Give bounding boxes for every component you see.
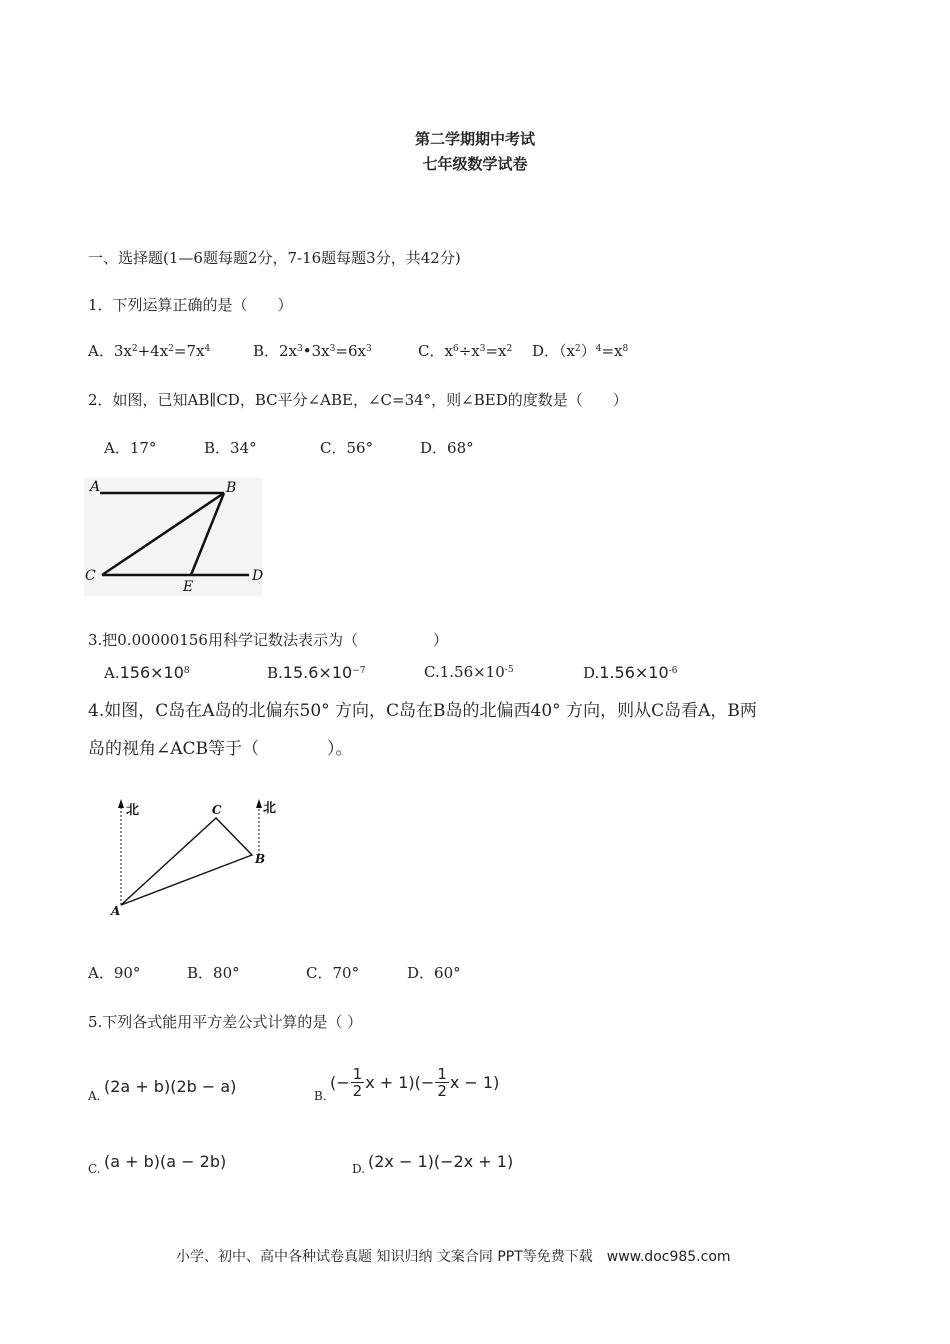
exam-title: 第二学期期中考试 — [414, 130, 535, 148]
q4-north-arrowhead-b — [256, 799, 262, 808]
q2-option-a: A．17° — [104, 439, 157, 457]
q3-option-a: $A.156\times 10^8$ — [104, 663, 190, 682]
q2-label-d: D — [252, 568, 264, 584]
q5-option-b: B. (− $\frac{1}{2}$ x + 1)(− $\frac{1}{2}$ x − 1) — [314, 1065, 500, 1103]
q5-option-d: D. (2x − 1)(−2x + 1) — [352, 1152, 514, 1176]
question-4-stem-line1: 4.如图，C岛在A岛的北偏东50° 方向，C岛在B岛的北偏西40° 方向，则从C岛看A，B两 — [88, 701, 757, 721]
q2-option-b: B．34° — [204, 439, 257, 457]
q4-label-c: C — [212, 803, 222, 817]
q4-option-c: C．70° — [306, 964, 360, 982]
section-heading: 一、选择题(1—6题每题2分，7-16题每题3分，共42分) — [88, 249, 461, 267]
q4-north-label-b: 北 — [263, 801, 277, 816]
q5-option-a: A. (2a + b)(2b − a) — [88, 1077, 237, 1103]
q5-option-c: C. (a + b)(a − 2b) — [88, 1152, 227, 1176]
q2-label-c: C — [85, 568, 96, 584]
q2-option-d: D．68° — [420, 439, 474, 457]
exam-subtitle: 七年级数学试卷 — [422, 155, 528, 173]
question-4-stem-line2: 岛的视角∠ACB等于（ ）。 — [88, 739, 353, 759]
q2-figure — [84, 474, 274, 600]
question-1-stem: 1．下列运算正确的是（ ） — [88, 296, 293, 314]
footer-download-link[interactable]: 小学、初中、高中各种试卷真题 知识归纳 文案合同 PPT等免费下载 www.doc985.com — [176, 1249, 731, 1265]
q4-triangle-acb — [121, 818, 252, 905]
q4-option-b: B．80° — [187, 964, 240, 982]
q3-option-b: $B.15.6\times 10^{-7}$ — [267, 663, 366, 682]
q1-option-a: A．$3x^2+4x^2=7x^4$ — [88, 342, 211, 360]
q1-option-c: C．$x^6\div x^3=x^2$ — [418, 342, 513, 360]
q3-option-c: $C.1.56\times 10^{-5}$ — [424, 663, 514, 681]
q4-north-label-a: 北 — [126, 803, 140, 818]
q2-label-e: E — [183, 579, 194, 595]
q4-figure — [108, 795, 278, 920]
q4-north-arrowhead-a — [118, 799, 124, 808]
q4-option-d: D．60° — [407, 964, 461, 982]
q4-option-a: A．90° — [88, 964, 141, 982]
q1-option-b: B．$2x^3•3x^3=6x^3$ — [253, 342, 372, 360]
q2-option-c: C．56° — [320, 439, 374, 457]
q4-label-b: B — [255, 852, 266, 866]
q4-label-a: A — [111, 904, 121, 918]
q1-option-d: D．$(x^2)^4=x^8$ — [532, 342, 629, 360]
q2-label-b: B — [226, 480, 237, 496]
question-5-stem: 5.下列各式能用平方差公式计算的是（ ） — [88, 1013, 363, 1031]
q2-label-a: A — [90, 479, 101, 495]
question-3-stem: 3.把0.00000156用科学记数法表示为（ ） — [88, 631, 448, 649]
question-2-stem: 2．如图，已知AB∥CD，BC平分∠ABE，∠C=34°，则∠BED的度数是（ ） — [88, 391, 628, 409]
q3-option-d: $D.1.56\times 10^{-6}$ — [583, 663, 678, 682]
